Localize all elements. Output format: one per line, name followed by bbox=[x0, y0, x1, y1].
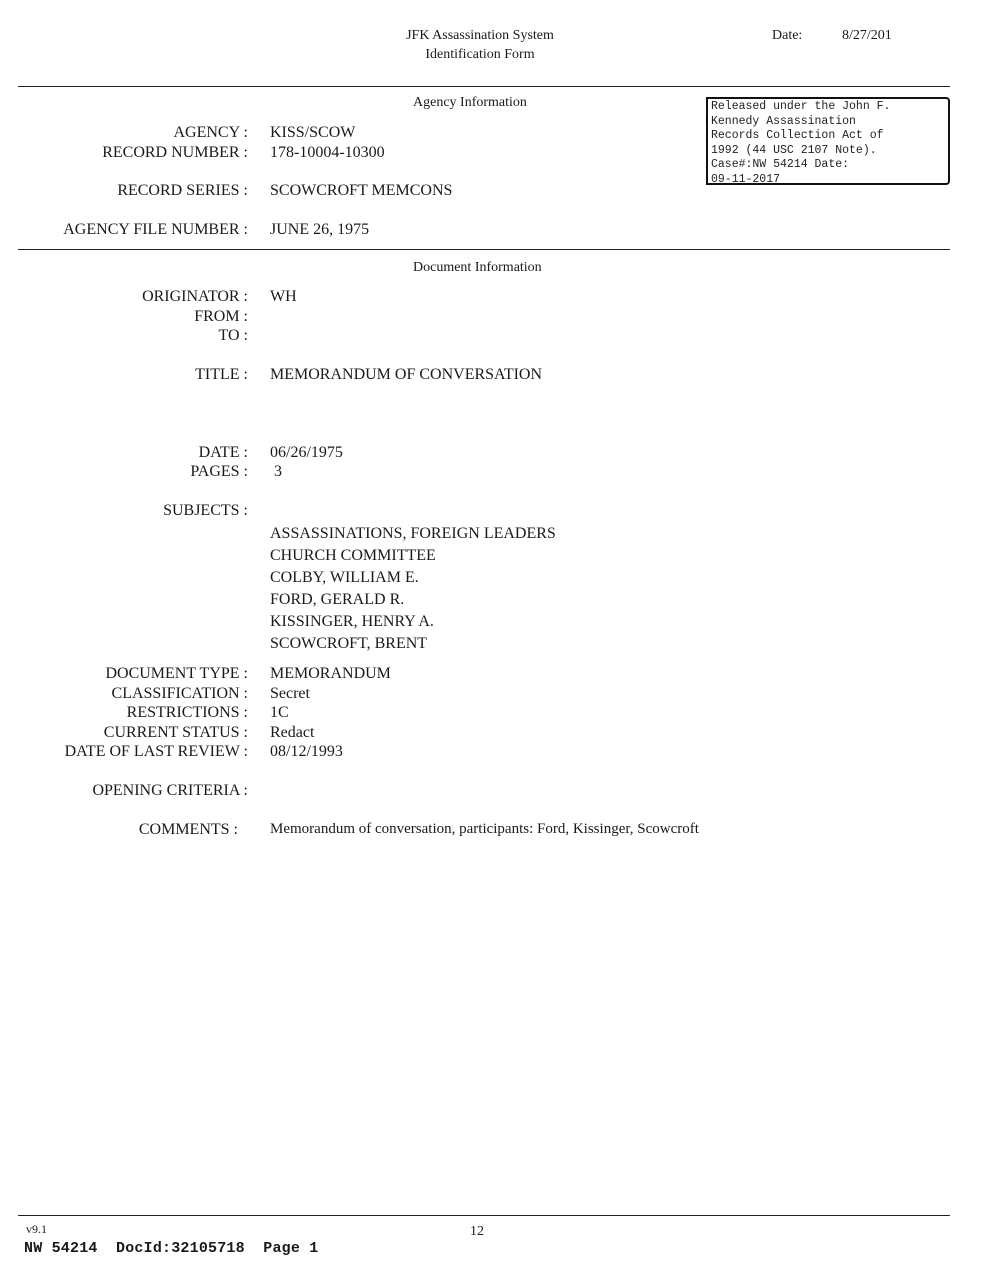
stamp-line: Records Collection Act of bbox=[711, 129, 884, 143]
document-section-title: Document Information bbox=[413, 260, 542, 275]
restrictions-value: 1C bbox=[270, 704, 289, 721]
subject-item: KISSINGER, HENRY A. bbox=[270, 613, 434, 630]
release-stamp bbox=[706, 97, 950, 185]
subject-item: CHURCH COMMITTEE bbox=[270, 547, 436, 564]
from-label: FROM : bbox=[194, 308, 248, 325]
header-date-label: Date: bbox=[772, 28, 803, 43]
record-series-value: SCOWCROFT MEMCONS bbox=[270, 182, 453, 199]
title-label: TITLE : bbox=[195, 366, 248, 383]
record-number-value: 178-10004-10300 bbox=[270, 144, 385, 161]
originator-value: WH bbox=[270, 288, 297, 305]
restrictions-label: RESTRICTIONS : bbox=[126, 704, 248, 721]
subject-item: SCOWCROFT, BRENT bbox=[270, 635, 428, 652]
opening-criteria-label: OPENING CRITERIA : bbox=[92, 782, 248, 799]
footer-divider bbox=[18, 1215, 950, 1216]
last-review-value: 08/12/1993 bbox=[270, 743, 343, 760]
form-title: Identification Form bbox=[425, 47, 535, 62]
top-divider bbox=[18, 86, 950, 87]
last-review-label: DATE OF LAST REVIEW : bbox=[64, 743, 248, 760]
subjects-label: SUBJECTS : bbox=[163, 502, 248, 519]
agency-file-number-label: AGENCY FILE NUMBER : bbox=[63, 221, 248, 238]
system-title: JFK Assassination System bbox=[406, 28, 554, 43]
agency-label: AGENCY : bbox=[173, 124, 248, 141]
stamp-line: Case#:NW 54214 Date: bbox=[711, 158, 850, 172]
agency-value: KISS/SCOW bbox=[270, 124, 356, 141]
subject-item: FORD, GERALD R. bbox=[270, 591, 405, 608]
date-label: DATE : bbox=[198, 444, 248, 461]
date-value: 06/26/1975 bbox=[270, 444, 343, 461]
title-value: MEMORANDUM OF CONVERSATION bbox=[270, 366, 543, 383]
current-status-label: CURRENT STATUS : bbox=[103, 724, 248, 741]
stamp-line: 09-11-2017 bbox=[711, 172, 781, 186]
classification-value: Secret bbox=[270, 685, 310, 702]
subjects-list bbox=[270, 523, 556, 655]
stamp-line: 1992 (44 USC 2107 Note). bbox=[711, 143, 877, 157]
agency-file-number-value: JUNE 26, 1975 bbox=[270, 221, 370, 238]
pages-value: 3 bbox=[274, 463, 282, 480]
pages-label: PAGES : bbox=[190, 463, 248, 480]
stamp-line: Kennedy Assassination bbox=[711, 114, 856, 128]
to-label: TO : bbox=[218, 327, 248, 344]
document-id: NW 54214 DocId:32105718 Page 1 bbox=[24, 1240, 319, 1257]
classification-label: CLASSIFICATION : bbox=[111, 685, 248, 702]
page-number: 12 bbox=[470, 1224, 484, 1239]
record-number-label: RECORD NUMBER : bbox=[102, 144, 248, 161]
agency-section-title: Agency Information bbox=[413, 95, 527, 110]
section-divider bbox=[18, 249, 950, 250]
originator-label: ORIGINATOR : bbox=[142, 288, 248, 305]
form-version: v9.1 bbox=[26, 1222, 47, 1236]
record-series-label: RECORD SERIES : bbox=[117, 182, 248, 199]
stamp-line: Released under the John F. bbox=[711, 100, 891, 113]
header-date-value: 8/27/201 bbox=[842, 28, 892, 43]
subject-item: ASSASSINATIONS, FOREIGN LEADERS bbox=[270, 525, 556, 542]
current-status-value: Redact bbox=[270, 724, 315, 741]
comments-value: Memorandum of conversation, participants: Ford, Kissinger, Scowcroft bbox=[270, 821, 699, 837]
comments-label: COMMENTS : bbox=[138, 821, 238, 838]
document-type-label: DOCUMENT TYPE : bbox=[105, 665, 248, 682]
subject-item: COLBY, WILLIAM E. bbox=[270, 569, 419, 586]
document-type-value: MEMORANDUM bbox=[270, 665, 391, 682]
